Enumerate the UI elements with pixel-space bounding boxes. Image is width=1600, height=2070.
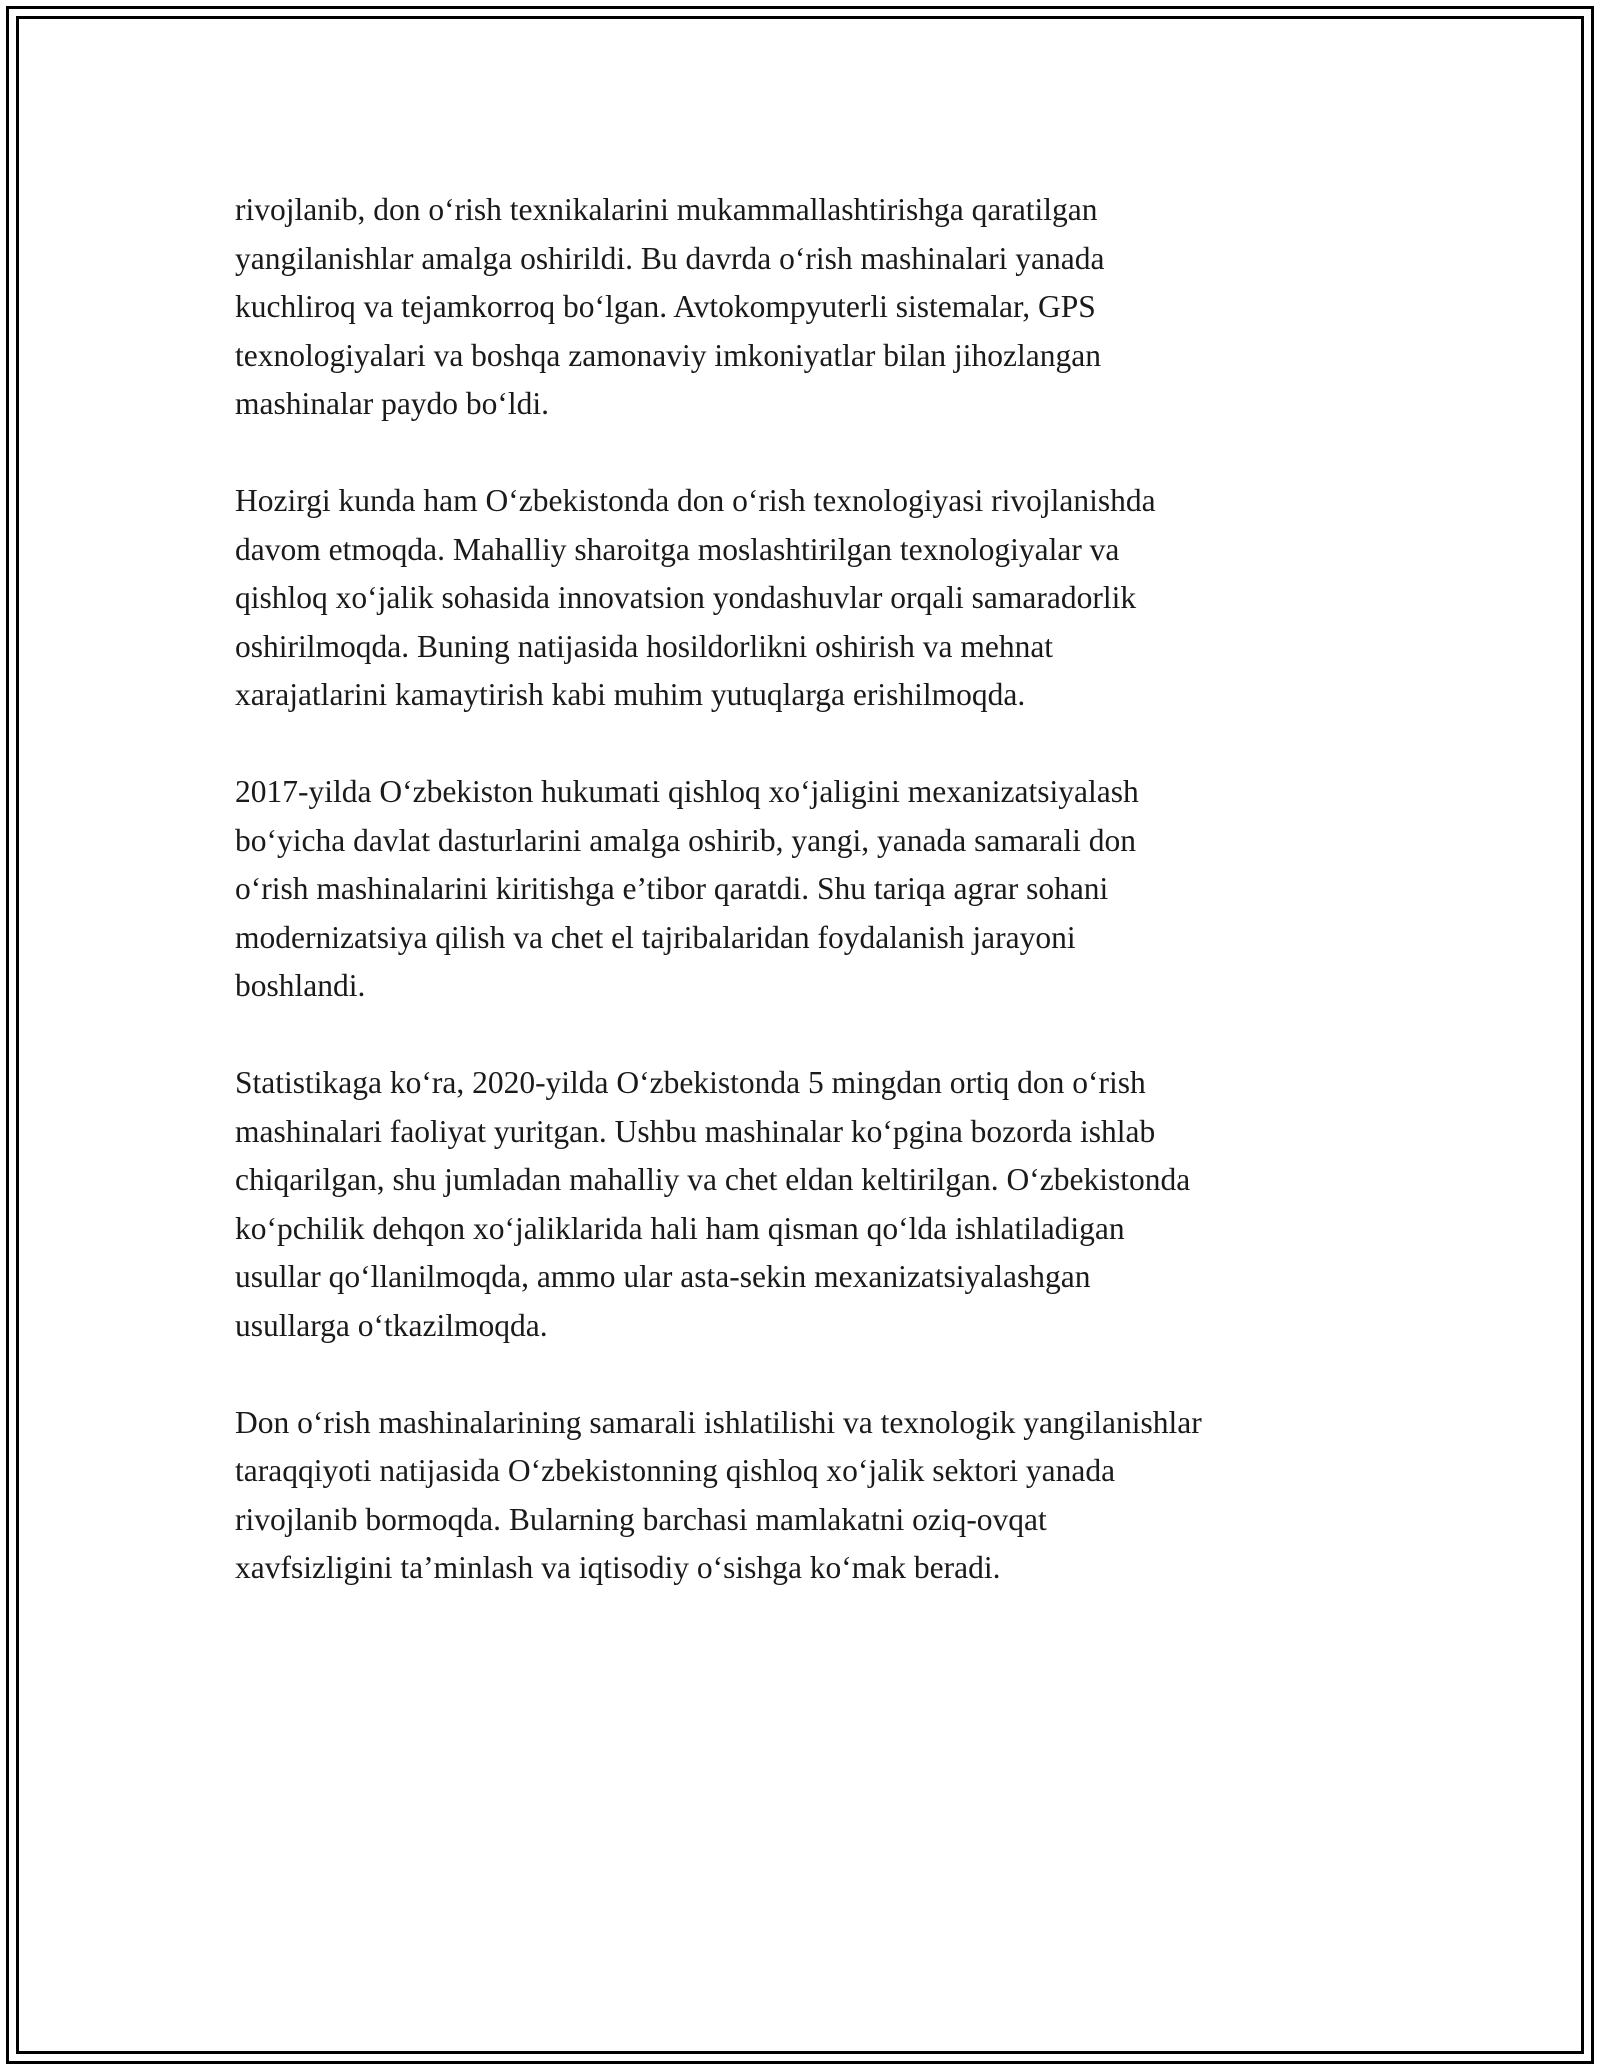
paragraph-2: Hozirgi kunda ham O‘zbekistonda don o‘rish texnologiyasi rivojlanishda davom etmoqda. Mahalliy sharoitga moslashtirilgan texnologiyalar va qishloq xo‘jalik sohasida innovatsion yondashuvlar orqali samaradorlik oshirilmoqda. Buning natijasida hosildorlikni oshirish va mehnat xarajatlarini kamaytirish kabi muhim yutuqlarga erishilmoqda. [235, 483, 1156, 712]
paragraph-5: Don o‘rish mashinalarining samarali ishlatilishi va texnologik yangilanishlar taraqqiyoti natijasida O‘zbekistonning qishloq xo‘jalik sektori yanada rivojlanib bormoqda. Bularning barchasi mamlakatni oziq-ovqat xavfsizligini ta’minlash va iqtisodiy o‘sishga ko‘mak beradi. [235, 1404, 1202, 1585]
paragraph-4: Statistikaga ko‘ra, 2020-yilda O‘zbekistonda 5 mingdan ortiq don o‘rish mashinalari faoliyat yuritgan. Ushbu mashinalar ko‘pgina bozorda ishlab chiqarilgan, shu jumladan mahalliy va chet eldan keltirilgan. O‘zbekistonda ko‘pchilik dehqon xo‘jaliklarida hali ham qisman qo‘lda ishlatiladigan usullar qo‘llanilmoqda, ammo ular asta-sekin mexanizatsiyalashgan usullarga o‘tkazilmoqda. [235, 1065, 1191, 1343]
paragraph-1: rivojlanib, don o‘rish texnikalarini mukammallashtirishga qaratilgan yangilanishlar amalga oshirildi. Bu davrda o‘rish mashinalari yanada kuchliroq va tejamkorroq bo‘lgan. Avtokompyuterli sistemalar, GPS texnologiyalari va boshqa zamonaviy imkoniyatlar bilan jihozlangan mashinalar paydo bo‘ldi. [235, 192, 1105, 421]
paragraph-3: 2017-yilda O‘zbekiston hukumati qishloq xo‘jaligini mexanizatsiyalash bo‘yicha davlat dasturlarini amalga oshirib, yangi, yanada samarali don o‘rish mashinalarini kiritishga e’tibor qaratdi. Shu tariqa agrar sohani modernizatsiya qilish va chet el tajribalaridan foydalanish jarayoni boshlandi. [235, 774, 1139, 1003]
document-body [235, 186, 1395, 1641]
